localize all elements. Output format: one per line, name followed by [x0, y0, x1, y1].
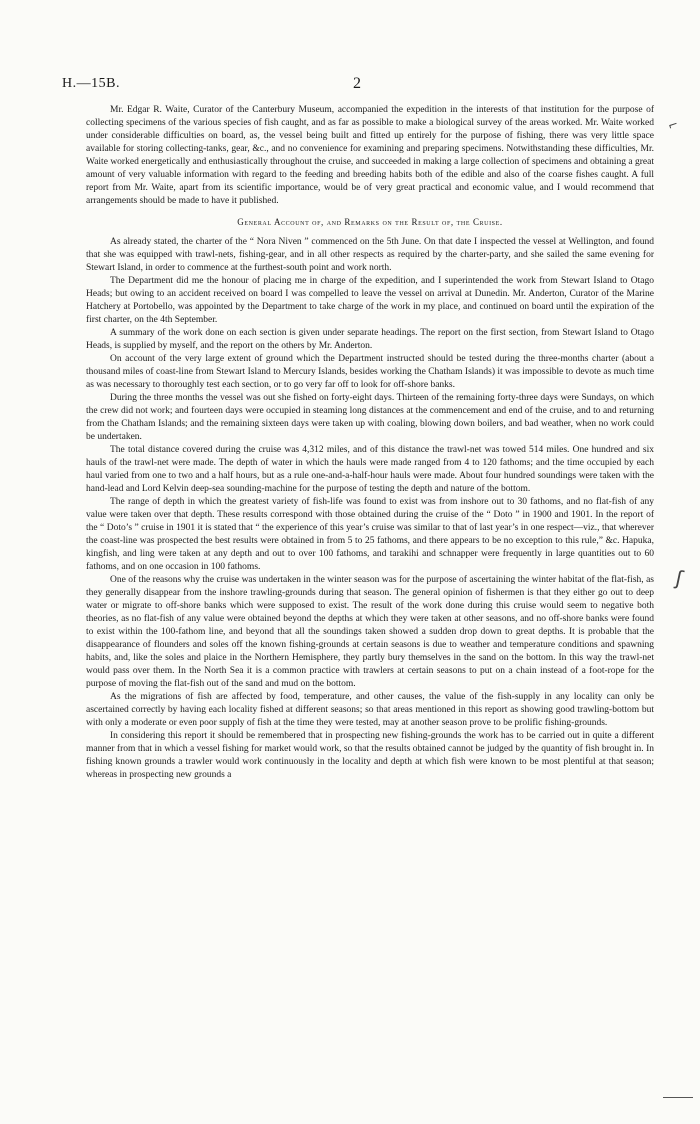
margin-pencil-mark: ʃ — [673, 565, 686, 591]
paragraph: On account of the very large extent of ground which the Department instructed should be tested during the three-months charter (about a thousand miles of coast-line from Stewart Island to Mercury Islands, besides working the Chatham Islands) it was impossible to devote as much time as was necessary to thoroughly test each section, or to go very far off to look for off-shore banks. — [86, 354, 654, 390]
section-heading: General Account of, and Remarks on the Result of, the Cruise. — [237, 217, 503, 227]
paragraph: As the migrations of fish are affected by food, temperature, and other causes, the value of the fish-supply in any locality can only be ascertained correctly by having each locality fished at different seasons; so that areas mentioned in this report as showing good trawling-bottom but with only a moderate or even poor supply of fish at the time they were tested, may at another season prove to be prolific fishing-grounds. — [86, 692, 654, 728]
paragraph: A summary of the work done on each section is given under separate headings. The report on the first section, from Stewart Island to Otago Heads, is supplied by myself, and the report on the others by Mr. Anderton. — [86, 328, 654, 351]
margin-pencil-mark: ⌐ — [666, 116, 680, 134]
paragraph: The range of depth in which the greatest variety of fish-life was found to exist was from inshore out to 30 fathoms, and no flat-fish of any value were taken over that depth. These results correspond with those obtained during the cruise of the “ Doto ” in 1900 and 1901. In the report of the “ Doto’s ” cruise in 1901 it is stated that “ the experience of this year’s cruise was similar to that of last year’s in one respect—viz., that wherever the coast-line was prospected the best results were obtained in from 5 to 25 fathoms, and there appears to be no exception to this rule,” &c. Hapuka, kingfish, and ling were taken at any depth and out to over 100 fathoms, and tarakihi and schnapper were frequently in large quantities out to 60 fathoms, and on one occasion in 100 fathoms. — [86, 497, 654, 572]
paragraph: The total distance covered during the cruise was 4,312 miles, and of this distance the trawl-net was towed 514 miles. One hundred and six hauls of the trawl-net were made. The depth of water in which the hauls were made ranged from 4 to 120 fathoms; and the time occupied by each haul varied from one to two and a half hours, but as a rule one-and-a-half-hour hauls were made. About four hundred soundings were taken with the hand-lead and Lord Kelvin deep-sea sounding-machine for the purpose of testing the depth and nature of the bottom. — [86, 445, 654, 494]
paragraph: The Department did me the honour of placing me in charge of the expedition, and I superintended the work from Stewart Island to Otago Heads; but owing to an accident received on board I was compelled to leave the vessel on arrival at Dunedin. Mr. Anderton, Curator of the Marine Hatchery at Portobello, was appointed by the Department to take charge of the work in my place, and continued on board until the expiration of the first charter, on the 4th September. — [86, 276, 654, 325]
paragraph: Mr. Edgar R. Waite, Curator of the Canterbury Museum, accompanied the expedition in the interests of that institution for the purpose of collecting specimens of the various species of fish caught, and as far as possible to make a biological survey of the areas worked. Mr. Waite worked under considerable difficulties on board, as, the vessel being built and fitted up entirely for the purpose of fishing, there was very little space available for storing collecting-tanks, gear, &c., and no convenience for examining and preparing specimens. Notwithstanding these difficulties, Mr. Waite worked energetically and enthusiastically throughout the cruise, and succeeded in making a large collection of specimens and obtaining a great amount of very valuable information with regard to the feeding and breeding habits both of the edible and also of the coarse fishes caught. A full report from Mr. Waite, apart from its scientific importance, would be of very great practical and economic value, and I would recommend that arrangements should be made to have it published. — [86, 105, 654, 206]
margin-pencil-mark — [663, 1097, 693, 1098]
page-number: 2 — [353, 75, 361, 92]
document-reference: H.—15B. — [62, 76, 120, 91]
paragraph: One of the reasons why the cruise was undertaken in the winter season was for the purpose of ascertaining the winter habitat of the flat-fish, as they generally disappear from the inshore trawling-grounds during that season. The general opinion of fishermen is that they either go out to deep water or migrate to off-shore banks which were supposed to exist. The result of the work done during this cruise would seem to negative both theories, as no flat-fish of any value were obtained beyond the depths at which they were taken at other seasons, and no off-shore banks were found to exist within the 100-fathom line, and beyond that all the soundings taken showed a sudden drop down to great depths. It is probable that the disappearance of flounders and soles off the known fishing-grounds at certain seasons is due to weather and temperature conditions and spawning habits, and, like the soles and plaice in the Northern Hemisphere, they partly bury themselves in the sand on the bottom. In this way the trawl-net would pass over them. In the North Sea it is a common practice with trawlers at certain seasons to put on a chain instead of a foot-rope for the purpose of moving the flat-fish out of the sand and mud on the bottom. — [86, 575, 654, 689]
paragraph: As already stated, the charter of the “ Nora Niven ” commenced on the 5th June. On that date I inspected the vessel at Wellington, and found that she was equipped with trawl-nets, fishing-gear, and in all other respects as required by the charter-party, and she sailed the same evening for Stewart Island, in order to commence at the furthest-south point and work north. — [86, 237, 654, 273]
body-text — [86, 104, 654, 782]
paragraph: During the three months the vessel was out she fished on forty-eight days. Thirteen of the remaining forty-three days were Sundays, on which the crew did not work; and fourteen days were occupied in steaming long distances at the commencement and end of the cruise, and to and returning from the Chatham Islands; and the remaining sixteen days were taken up with coaling, blowing down boilers, and bad weather, when no work could be undertaken. — [86, 393, 654, 442]
page-header — [62, 76, 652, 96]
paragraph: In considering this report it should be remembered that in prospecting new fishing-grounds the work has to be carried out in quite a different manner from that in which a vessel fishing for market would work, so that the results obtained cannot be judged by the quantity of fish brought in. In fishing known grounds a trawler would work continuously in the locality and depth at which fish were known to be most plentiful at that season; whereas in prospecting new grounds a — [86, 731, 654, 780]
